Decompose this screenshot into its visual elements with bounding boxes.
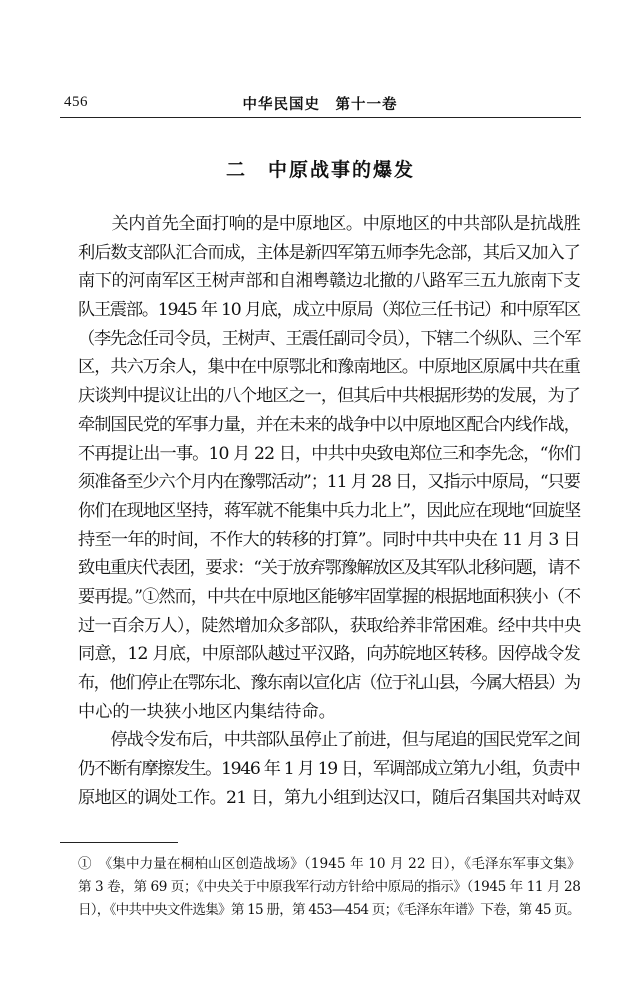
- body-line: 牵制国民党的军事力量，并在未来的战争中以中原地区配合内线作战，: [78, 414, 580, 435]
- body-line: 致电重庆代表团，要求：“关于放弃鄂豫解放区及其军队北移问题，请不: [78, 558, 580, 579]
- body-line: 布，他们停止在鄂东北、豫东南以宣化店（位于礼山县，今属大梧县）为: [78, 673, 580, 693]
- body-line: 庆谈判中提议让出的八个地区之一，但其后中共根据形势的发展，为了: [78, 386, 580, 407]
- body-line: 仍不断有摩擦发生。1946 年 1 月 19 日，军调部成立第九小组，负责中: [78, 759, 580, 780]
- body-line: 停战令发布后，中共部队虽停止了前进，但与尾追的国民党军之间: [78, 730, 580, 751]
- body-line: 关内首先全面打响的是中原地区。中原地区的中共部队是抗战胜: [78, 214, 581, 234]
- body-text: [78, 210, 583, 812]
- body-line: 过一百余万人），陡然增加众多部队，获取给养非常困难。经中共中央: [78, 615, 581, 636]
- footnote-line: ① 《集中力量在桐柏山区创造战场》（1945 年 10 月 22 日），《毛泽东军事文集》: [78, 856, 581, 872]
- body-line: 同意，12 月底，中原部队越过平汉路，向苏皖地区转移。因停战令发: [78, 644, 581, 665]
- body-line: 原地区的调处工作。21 日，第九小组到达汉口，随后召集国共对峙双: [78, 787, 581, 808]
- body-line: 不再提让出一事。10 月 22 日，中共中央致电郑位三和李先念，“你们: [78, 443, 581, 464]
- running-header: [60, 90, 580, 116]
- body-line: 中心的一块狭小地区内集结待命。: [78, 701, 336, 722]
- body-line: 队王震部。1945 年 10 月底，成立中原局（郑位三任书记）和中原军区: [78, 300, 580, 321]
- footnote-line: 第 3 卷，第 69 页；《中央关于中原我军行动方针给中原局的指示》（1945 年 11 月 28: [78, 879, 581, 895]
- body-line: 南下的河南军区王树声部和自湘粤赣边北撤的八路军三五九旅南下支: [78, 271, 581, 292]
- body-line: 区，共六万余人，集中在中原鄂北和豫南地区。中原地区原属中共在重: [78, 357, 580, 378]
- footnote-line: 日），《中共中央文件选集》第 15 册，第 453—454 页；《毛泽东年谱》下卷，第 45 页。: [78, 902, 580, 918]
- footnotes: [78, 853, 583, 922]
- body-line: 你们在现地区坚持，蒋军就不能集中兵力北上”，因此应在现地“回旋坚: [78, 500, 581, 521]
- running-header-title: 中华民国史 第十一卷: [242, 96, 398, 113]
- section-heading: 二 中原战事的爆发: [225, 159, 415, 181]
- body-line: （李先念任司令员，王树声、王震任副司令员），下辖二个纵队、三个军: [78, 328, 581, 349]
- header-rule: [60, 117, 581, 118]
- body-line: 持至一年的时间，不作大的转移的打算”。同时中共中央在 11 月 3 日: [78, 529, 580, 550]
- body-line: 要再提。”①然而，中共在中原地区能够牢固掌握的根据地面积狭小（不: [78, 586, 581, 607]
- footnote-rule: [60, 842, 178, 843]
- page-number: 456: [64, 94, 88, 110]
- body-line: 利后数支部队汇合而成，主体是新四军第五师李先念部，其后又加入了: [78, 242, 580, 263]
- body-line: 须准备至少六个月内在豫鄂活动”；11 月 28 日，又指示中原局，“只要: [78, 472, 580, 493]
